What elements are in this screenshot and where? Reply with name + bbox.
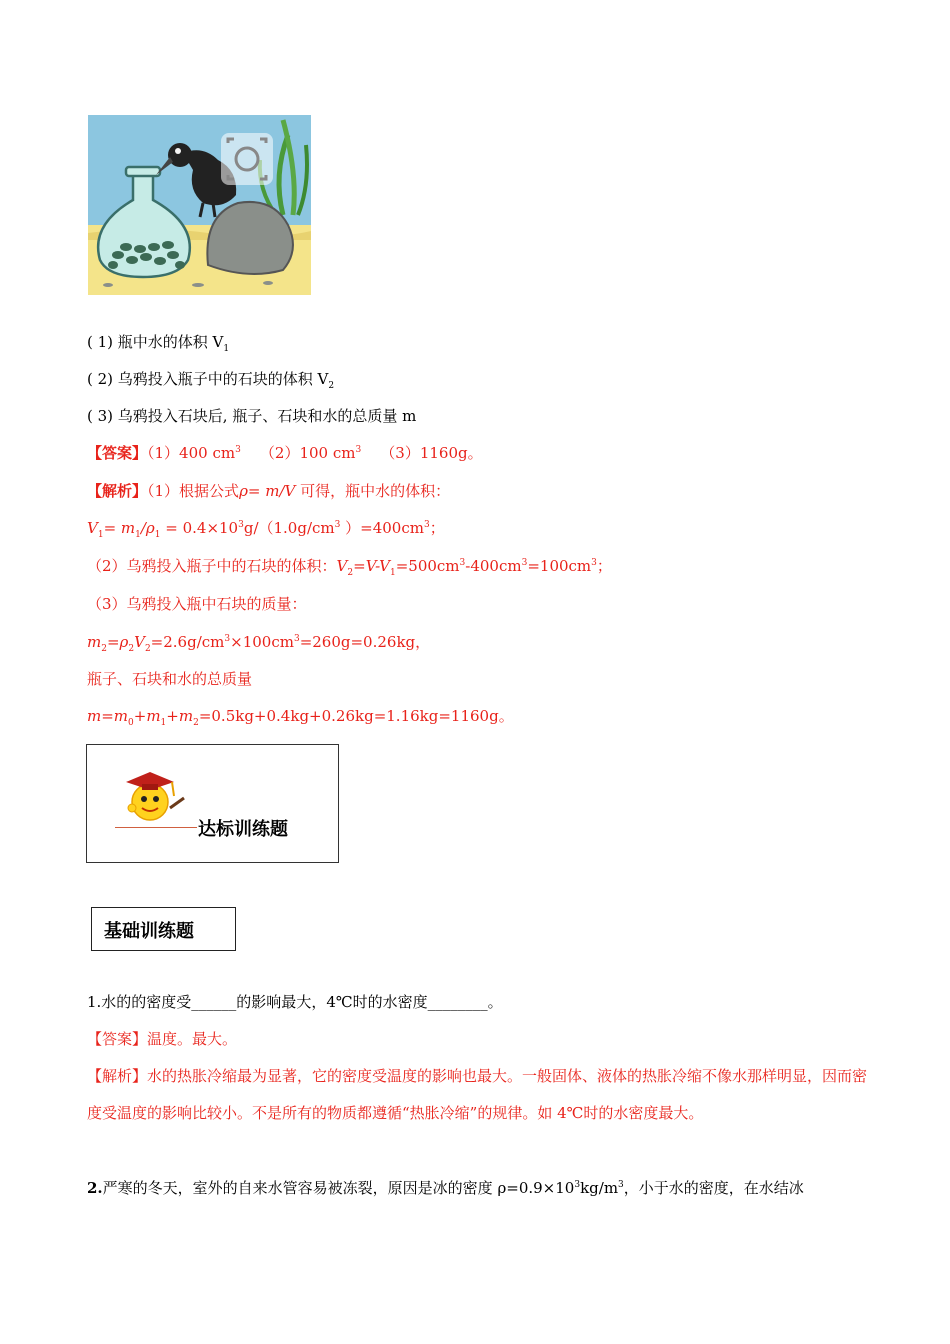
problem-1-text: 1.水的的密度受______的影响最大，4℃时的水密度________。 [87, 993, 503, 1011]
crow-bottle-illustration [88, 115, 311, 295]
scholar-mascot-icon [112, 764, 188, 828]
section-title: 基础训练题 [104, 921, 194, 942]
analysis-line-7: $m=m_0+m_1+m_2=0.5kg+0.4kg+0.26kg=1.16kg=1160g$。 [87, 707, 514, 728]
banner-title: 达标训练题 [198, 819, 288, 840]
analysis-line-6: 瓶子、石块和水的总质量 [87, 670, 253, 688]
problem-2-text: 2.严寒的冬天，室外的自来水管容易被冻裂，原因是冰的密度 $\rho=0.9\times 10^3kg/m^3$，小于水的密度，在水结冰 [87, 1179, 804, 1197]
answer-line: 【答案】（1）400 $cm^3$ （2）100 $cm^3$ （3）1160g。 [87, 444, 483, 462]
analysis-line-2: $V_1= m_1/\rho_1 = 0.4\times 10^3g/(1.0g/cm^3$ ）$=400cm^3$； [87, 519, 445, 540]
question-2: ( 2) 乌鸦投入瓶子中的石块的体积 $V_2$ [87, 370, 335, 391]
analysis-label: 【解析】 [87, 482, 148, 500]
problem-1-analysis: 【解析】水的热胀冷缩最为显著，它的密度受温度的影响也最大。一般固体、液体的热胀冷缩不像水那样明显，因而密度受温度的影响比较小。不是所有的物质都遵循“热胀冷缩”的规律。如 4℃时的水密度最大。 [87, 1067, 868, 1122]
answer-label: 【答案】 [87, 444, 148, 462]
question-1: ( 1) 瓶中水的体积 $V_1$ [87, 333, 230, 354]
analysis-line-1: 【解析】（1）根据公式ρ= m/V 可得，瓶中水的体积： [87, 482, 451, 500]
question-3: ( 3) 乌鸦投入石块后, 瓶子、石块和水的总质量 m [87, 407, 417, 425]
problem-1-answer: 【答案】温度。最大。 [87, 1030, 238, 1048]
analysis-line-5: $m_2=\rho_2V_2=2.6g/cm^3\times 100cm^3=260g=0.26kg$， [87, 633, 431, 654]
banner-underline [115, 827, 197, 828]
analysis-line-3: （2）乌鸦投入瓶子中的石块的体积：$V_2=V-V_1=500cm^3-400cm^3=100cm^3$； [87, 557, 612, 578]
analysis-line-4: （3）乌鸦投入瓶中石块的质量： [87, 595, 307, 613]
